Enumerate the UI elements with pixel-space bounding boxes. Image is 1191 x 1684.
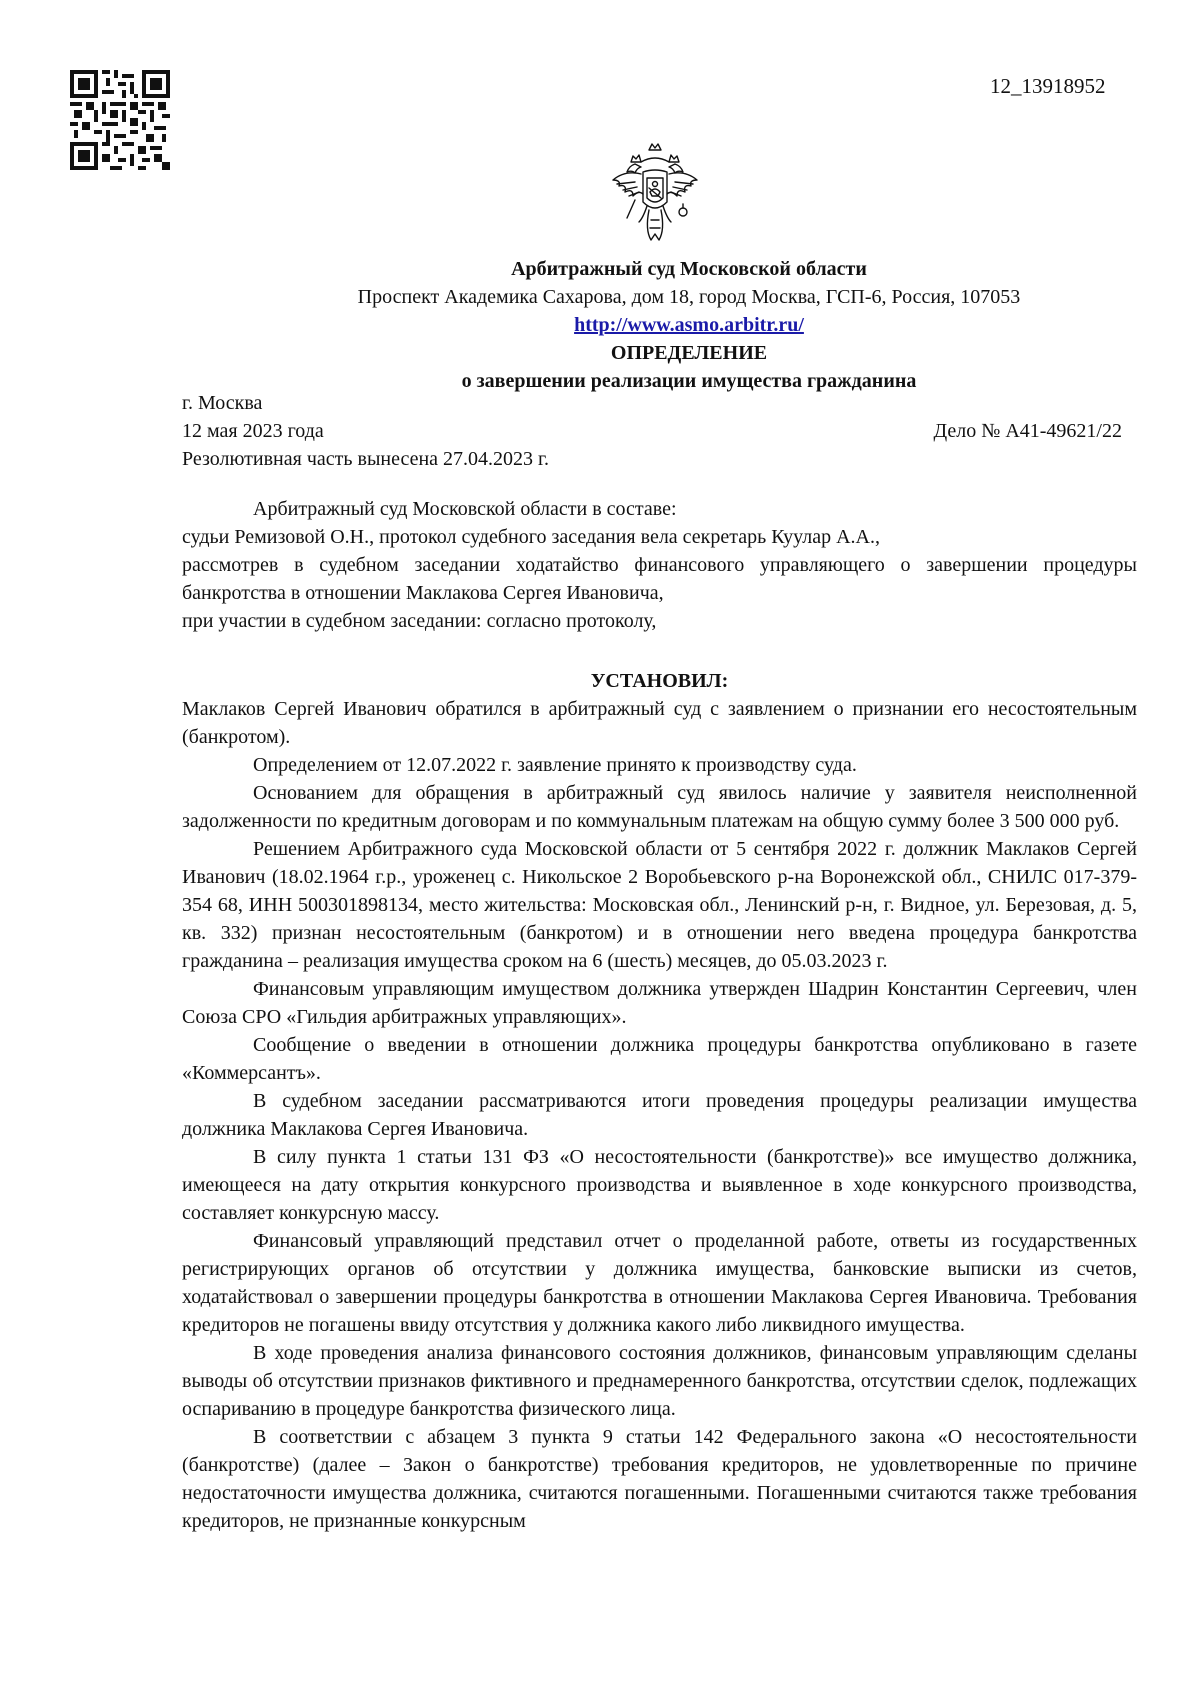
paragraph: Маклаков Сергей Иванович обратился в арбитражный суд с заявлением о признании его несостоятельным (банкротом). (182, 698, 1137, 748)
intro-line-2: судьи Ремизовой О.Н., протокол судебного заседания вела секретарь Куулар А.А., (182, 526, 880, 548)
case-meta (182, 389, 1122, 473)
decision-date: 12 мая 2023 года (182, 420, 324, 442)
paragraph: Финансовым управляющим имуществом должника утвержден Шадрин Константин Сергеевич, член Союза СРО «Гильдия арбитражных управляющих». (182, 978, 1137, 1028)
paragraph: В судебном заседании рассматриваются итоги проведения процедуры реализации имущества должника Маклакова Сергея Ивановича. (182, 1090, 1137, 1140)
document-body (182, 495, 1137, 1535)
court-address: Проспект Академика Сахарова, дом 18, город Москва, ГСП-6, Россия, 107053 (357, 286, 1021, 308)
paragraph: Решением Арбитражного суда Московской области от 5 сентября 2022 г. должник Маклаков Сергей Иванович (18.02.1964 г.р., уроженец с. Никольское 2 Воробьевского р-на Воронежской обл., СНИЛС 017-379-354 68, ИНН 500301898134, место жительства: Московская обл., Ленинский р-н, г. Видное, ул. Березовая, д. 5, кв. 332) признан несостоятельным (банкротом) и в отношении него введена процедура банкротства гражданина – реализация имущества сроком на 6 (шесть) месяцев, до 05.03.2023 г. (182, 838, 1137, 972)
document-subtitle: о завершении реализации имущества гражданина (461, 370, 917, 392)
city: г. Москва (182, 392, 263, 414)
intro-line-4: при участии в судебном заседании: согласно протоколу, (182, 610, 657, 632)
document-id: 12_13918952 (990, 74, 1106, 98)
paragraph: В силу пункта 1 статьи 131 ФЗ «О несостоятельности (банкротстве)» все имущество должника, имеющееся на дату открытия конкурсного производства и выявленное в ходе конкурсного производства, составляет конкурсную массу. (182, 1146, 1137, 1224)
case-number: Дело № А41-49621/22 (933, 420, 1122, 442)
paragraph: В соответствии с абзацем 3 пункта 9 статьи 142 Федерального закона «О несостоятельности (банкротстве) (далее – Закон о банкротстве) требования кредиторов, не удовлетворенные по причине недостаточности имущества должника, считаются погашенными. Погашенными считаются также требования кредиторов, не признанные конкурсным (182, 1426, 1137, 1532)
section-heading: УСТАНОВИЛ: (590, 670, 729, 692)
court-header (180, 255, 1138, 395)
intro-line-1: Арбитражный суд Московской области в составе: (253, 498, 677, 520)
court-name: Арбитражный суд Московской области (511, 258, 867, 280)
coat-of-arms-emblem (605, 140, 705, 252)
document-title: ОПРЕДЕЛЕНИЕ (610, 342, 768, 364)
qr-code (70, 70, 170, 170)
intro-line-3: рассмотрев в судебном заседании ходатайство финансового управляющего о завершении процедуры банкротства в отношении Маклакова Сергея Ивановича, (182, 554, 1137, 604)
resolution-line: Резолютивная часть вынесена 27.04.2023 г. (182, 448, 549, 470)
paragraph: Финансовый управляющий представил отчет о проделанной работе, ответы из государственных регистрирующих органов об отсутствии у должника имущества, банковские выписки из счетов, ходатайствовал о завершении процедуры банкротства в отношении Маклакова Сергея Ивановича. Требования кредиторов не погашены ввиду отсутствия у должника какого либо ликвидного имущества. (182, 1230, 1137, 1336)
court-website-link[interactable]: http://www.asmo.arbitr.ru/ (574, 314, 804, 336)
paragraph: В ходе проведения анализа финансового состояния должников, финансовым управляющим сделаны выводы об отсутствии признаков фиктивного и преднамеренного банкротства, отсутствии сделок, подлежащих оспариванию в процедуре банкротства физического лица. (182, 1342, 1137, 1420)
paragraph: Определением от 12.07.2022 г. заявление принято к производству суда. (253, 754, 857, 776)
paragraph: Сообщение о введении в отношении должника процедуры банкротства опубликовано в газете «Коммерсантъ». (182, 1034, 1137, 1084)
paragraph: Основанием для обращения в арбитражный суд явилось наличие у заявителя неисполненной задолженности по кредитным договорам и по коммунальным платежам на общую сумму более 3 500 000 руб. (182, 782, 1137, 832)
